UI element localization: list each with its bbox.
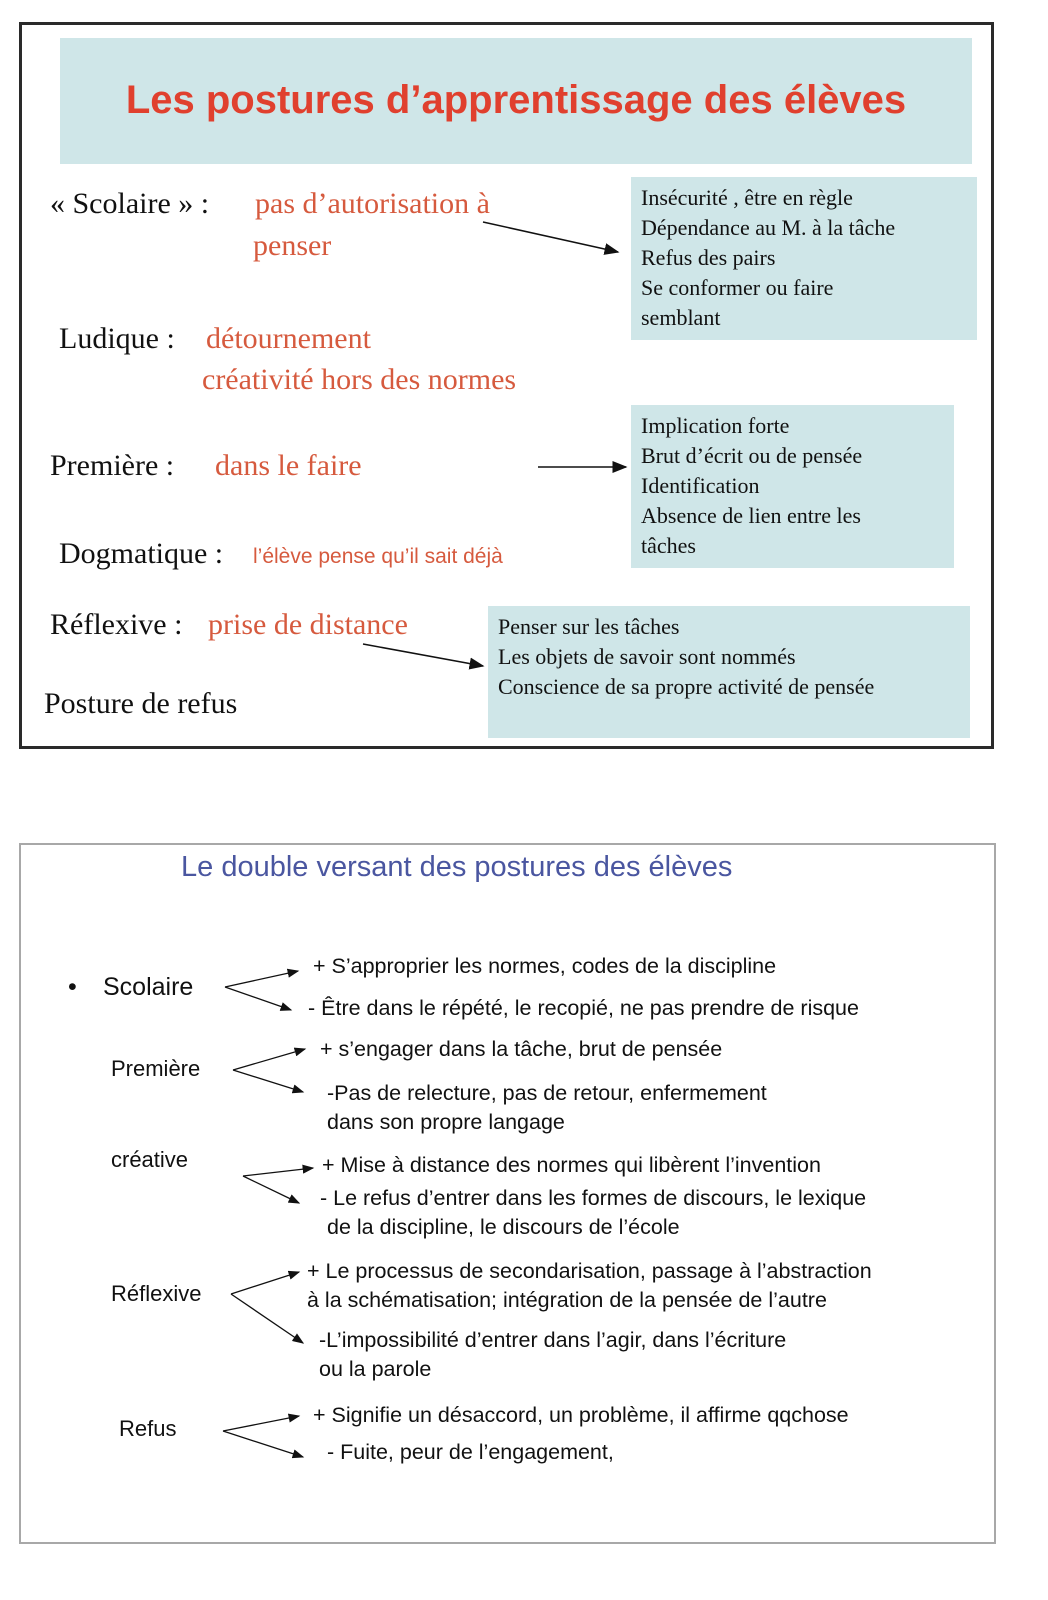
info-line: Insécurité , être en règle (641, 185, 853, 210)
item-minus-reflexive-line1: -L’impossibilité d’entrer dans l’agir, dans l’écriture (319, 1328, 787, 1352)
arrow-minus-reflexive (231, 1294, 303, 1343)
item-minus-creative-line1: - Le refus d’entrer dans les formes de discours, le lexique (320, 1186, 867, 1210)
posture-desc-ludique-line1: détournement (206, 322, 371, 355)
info-line: Conscience de sa propre activité de pensée (498, 674, 875, 699)
item-label-premiere: Première (111, 1056, 201, 1081)
item-minus-premiere-line2: dans son propre langage (327, 1110, 565, 1134)
info-line: Brut d’écrit ou de pensée (641, 443, 863, 468)
info-line: Penser sur les tâches (498, 614, 680, 639)
item-plus-reflexive-line1: + Le processus de secondarisation, passage à l’abstraction (307, 1259, 872, 1283)
slide-title: Le double versant des postures des élèves (181, 851, 733, 883)
info-line: Absence de lien entre les (641, 503, 861, 528)
item-minus-creative-line2: de la discipline, le discours de l’école (327, 1215, 680, 1239)
posture-desc-scolaire-line2: penser (253, 229, 332, 262)
posture-label-reflexive: Réflexive : (50, 608, 183, 641)
bullet-icon: • (68, 973, 77, 1001)
info-line: semblant (641, 305, 721, 330)
slide1-arrows (22, 25, 997, 752)
arrow-plus-refus (223, 1416, 299, 1431)
arrow-minus-premiere (233, 1070, 303, 1092)
info-line: Les objets de savoir sont nommés (498, 644, 796, 669)
item-plus-creative: + Mise à distance des normes qui libèrent l’invention (322, 1153, 821, 1177)
slide-title: Les postures d’apprentissage des élèves (125, 78, 907, 122)
arrow-reflexive (363, 644, 483, 666)
posture-label-premiere: Première : (50, 449, 175, 482)
posture-desc-dogmatique: l’élève pense qu’il sait déjà (253, 545, 503, 568)
info-line: Refus des pairs (641, 245, 776, 270)
item-label-scolaire: Scolaire (103, 973, 194, 1001)
posture-label-dogmatique: Dogmatique : (59, 537, 224, 570)
info-line: tâches (641, 533, 696, 558)
info-line: Implication forte (641, 413, 790, 438)
arrow-plus-premiere (233, 1049, 305, 1070)
arrow-plus-creative (243, 1168, 313, 1176)
posture-label-scolaire: « Scolaire » : (50, 187, 210, 220)
item-label-creative: créative (111, 1147, 189, 1172)
info-line: Dépendance au M. à la tâche (641, 215, 896, 240)
item-plus-premiere: + s’engager dans la tâche, brut de pensée (320, 1037, 723, 1061)
item-plus-reflexive-line2: à la schématisation; intégration de la pensée de l’autre (307, 1288, 827, 1312)
info-line: Identification (641, 473, 760, 498)
posture-desc-reflexive: prise de distance (208, 608, 408, 641)
posture-label-ludique: Ludique : (59, 322, 175, 355)
slide-postures (19, 22, 994, 749)
item-label-refus: Refus (119, 1416, 177, 1441)
arrow-minus-refus (223, 1431, 303, 1457)
posture-label-refus: Posture de refus (44, 687, 238, 720)
item-label-reflexive: Réflexive (111, 1281, 202, 1306)
item-minus-reflexive-line2: ou la parole (319, 1357, 432, 1381)
item-plus-scolaire: + S’approprier les normes, codes de la discipline (313, 954, 777, 978)
slide-double-versant (19, 843, 996, 1544)
arrow-minus-scolaire (225, 987, 291, 1010)
slide2-branch-arrows (21, 845, 998, 1546)
item-minus-scolaire: - Être dans le répété, le recopié, ne pas prendre de risque (308, 996, 859, 1020)
arrow-scolaire (483, 222, 618, 252)
posture-desc-premiere: dans le faire (215, 449, 362, 482)
item-minus-premiere-line1: -Pas de relecture, pas de retour, enfermement (327, 1081, 767, 1105)
item-plus-refus: + Signifie un désaccord, un problème, il affirme qqchose (313, 1403, 849, 1427)
arrow-plus-reflexive (231, 1272, 299, 1294)
info-line: Se conformer ou faire (641, 275, 834, 300)
posture-desc-ludique-line2: créativité hors des normes (202, 363, 517, 396)
item-minus-refus: - Fuite, peur de l’engagement, (327, 1440, 614, 1464)
arrow-plus-scolaire (225, 971, 298, 987)
posture-desc-scolaire-line1: pas d’autorisation à (255, 187, 490, 220)
arrow-minus-creative (243, 1176, 299, 1203)
